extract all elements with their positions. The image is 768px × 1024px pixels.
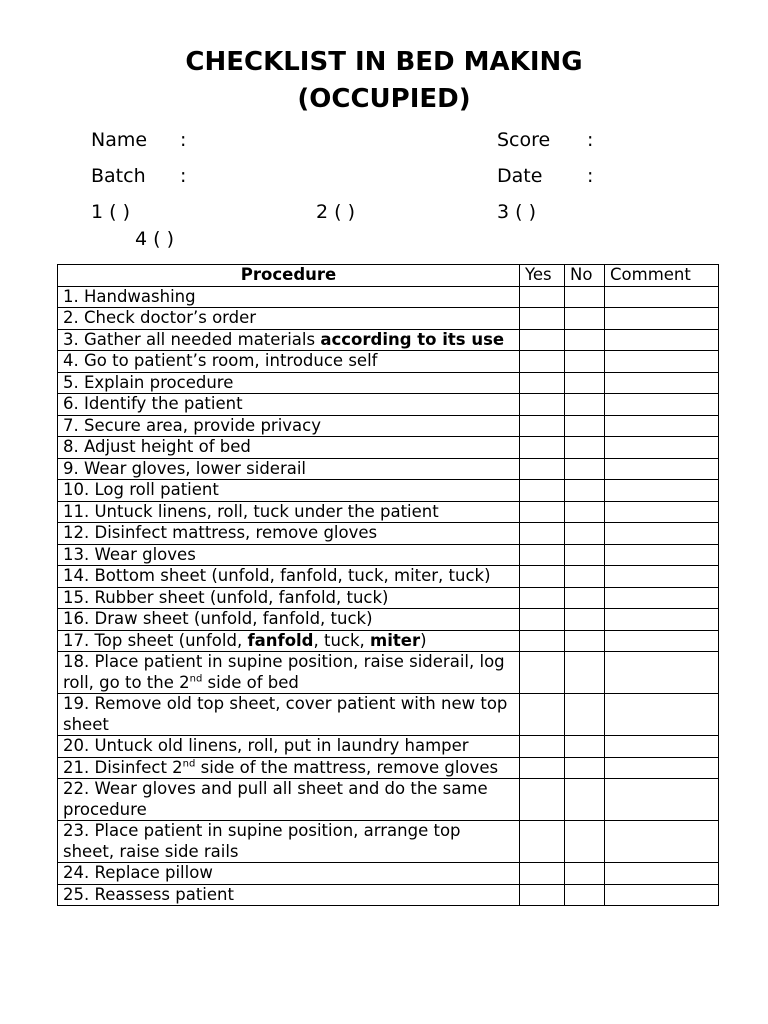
yes-cell[interactable] (520, 329, 565, 351)
no-cell[interactable] (565, 779, 605, 821)
procedure-step: 23. Place patient in supine position, arrange top sheet, raise side rails (58, 821, 520, 863)
comment-cell[interactable] (605, 566, 719, 588)
yes-cell[interactable] (520, 821, 565, 863)
yes-cell[interactable] (520, 566, 565, 588)
yes-cell[interactable] (520, 544, 565, 566)
comment-cell[interactable] (605, 415, 719, 437)
procedure-step: 18. Place patient in supine position, raise siderail, log roll, go to the 2nd side of bed (58, 652, 520, 694)
table-row (58, 394, 719, 416)
procedure-step: 13. Wear gloves (58, 544, 520, 566)
procedure-step: 8. Adjust height of bed (58, 437, 520, 459)
comment-cell[interactable] (605, 609, 719, 631)
comment-cell[interactable] (605, 394, 719, 416)
table-row (58, 736, 719, 758)
comment-cell[interactable] (605, 286, 719, 308)
no-cell[interactable] (565, 736, 605, 758)
table-row (58, 884, 719, 906)
no-cell[interactable] (565, 821, 605, 863)
page-subtitle: (OCCUPIED) (297, 84, 471, 114)
table-row (58, 609, 719, 631)
page-title: CHECKLIST IN BED MAKING (185, 47, 583, 77)
no-cell[interactable] (565, 757, 605, 779)
option-2: 2 ( ) (316, 201, 355, 223)
option-4: 4 ( ) (135, 228, 174, 250)
procedure-step: 7. Secure area, provide privacy (58, 415, 520, 437)
table-row (58, 757, 719, 779)
procedure-step: 16. Draw sheet (unfold, fanfold, tuck) (58, 609, 520, 631)
yes-cell[interactable] (520, 480, 565, 502)
procedure-step: 24. Replace pillow (58, 863, 520, 885)
score-label: Score (497, 129, 551, 151)
yes-cell[interactable] (520, 458, 565, 480)
no-cell[interactable] (565, 351, 605, 373)
checklist-table (57, 264, 719, 906)
table-row (58, 863, 719, 885)
comment-header: Comment (605, 265, 719, 287)
procedure-step: 4. Go to patient’s room, introduce self (58, 351, 520, 373)
table-row (58, 587, 719, 609)
table-body (58, 286, 719, 906)
no-cell[interactable] (565, 480, 605, 502)
table-row (58, 286, 719, 308)
comment-cell[interactable] (605, 757, 719, 779)
yes-cell[interactable] (520, 415, 565, 437)
comment-cell[interactable] (605, 736, 719, 758)
comment-cell[interactable] (605, 372, 719, 394)
no-cell[interactable] (565, 394, 605, 416)
table-row (58, 308, 719, 330)
name-colon: : (180, 129, 187, 151)
table-row (58, 351, 719, 373)
table-row (58, 415, 719, 437)
no-cell[interactable] (565, 863, 605, 885)
no-cell[interactable] (565, 587, 605, 609)
yes-cell[interactable] (520, 394, 565, 416)
no-cell[interactable] (565, 544, 605, 566)
comment-cell[interactable] (605, 544, 719, 566)
score-colon: : (587, 129, 594, 151)
procedure-step: 6. Identify the patient (58, 394, 520, 416)
table-row (58, 652, 719, 694)
table-row (58, 630, 719, 652)
table-row (58, 523, 719, 545)
no-cell[interactable] (565, 694, 605, 736)
table-row (58, 544, 719, 566)
comment-cell[interactable] (605, 821, 719, 863)
procedure-step: 9. Wear gloves, lower siderail (58, 458, 520, 480)
yes-cell[interactable] (520, 884, 565, 906)
yes-cell[interactable] (520, 587, 565, 609)
no-cell[interactable] (565, 652, 605, 694)
no-cell[interactable] (565, 415, 605, 437)
no-cell[interactable] (565, 372, 605, 394)
yes-cell[interactable] (520, 308, 565, 330)
yes-cell[interactable] (520, 736, 565, 758)
procedure-step: 12. Disinfect mattress, remove gloves (58, 523, 520, 545)
procedure-step: 10. Log roll patient (58, 480, 520, 502)
comment-cell[interactable] (605, 884, 719, 906)
no-cell[interactable] (565, 884, 605, 906)
yes-cell[interactable] (520, 351, 565, 373)
comment-cell[interactable] (605, 694, 719, 736)
comment-cell[interactable] (605, 437, 719, 459)
yes-cell[interactable] (520, 630, 565, 652)
comment-cell[interactable] (605, 308, 719, 330)
batch-colon: : (180, 165, 187, 187)
procedure-step: 25. Reassess patient (58, 884, 520, 906)
procedure-step: 14. Bottom sheet (unfold, fanfold, tuck, miter, tuck) (58, 566, 520, 588)
comment-cell[interactable] (605, 523, 719, 545)
comment-cell[interactable] (605, 329, 719, 351)
no-cell[interactable] (565, 501, 605, 523)
table-row (58, 480, 719, 502)
comment-cell[interactable] (605, 779, 719, 821)
no-cell[interactable] (565, 286, 605, 308)
table-header-row (58, 265, 719, 287)
date-colon: : (587, 165, 594, 187)
yes-header: Yes (520, 265, 565, 287)
procedure-step: 11. Untuck linens, roll, tuck under the patient (58, 501, 520, 523)
comment-cell[interactable] (605, 587, 719, 609)
yes-cell[interactable] (520, 437, 565, 459)
procedure-header: Procedure (58, 265, 520, 287)
yes-cell[interactable] (520, 286, 565, 308)
name-label: Name (91, 129, 148, 151)
procedure-step: 17. Top sheet (unfold, fanfold, tuck, miter) (58, 630, 520, 652)
procedure-step: 5. Explain procedure (58, 372, 520, 394)
table-row (58, 501, 719, 523)
yes-cell[interactable] (520, 609, 565, 631)
comment-cell[interactable] (605, 501, 719, 523)
yes-cell[interactable] (520, 523, 565, 545)
comment-cell[interactable] (605, 652, 719, 694)
procedure-step: 22. Wear gloves and pull all sheet and do the same procedure (58, 779, 520, 821)
option-3: 3 ( ) (497, 201, 536, 223)
yes-cell[interactable] (520, 372, 565, 394)
no-cell[interactable] (565, 566, 605, 588)
no-cell[interactable] (565, 308, 605, 330)
procedure-step: 2. Check doctor’s order (58, 308, 520, 330)
comment-cell[interactable] (605, 480, 719, 502)
table-row (58, 329, 719, 351)
no-cell[interactable] (565, 630, 605, 652)
no-cell[interactable] (565, 437, 605, 459)
procedure-step: 3. Gather all needed materials according to its use (58, 329, 520, 351)
no-cell[interactable] (565, 609, 605, 631)
comment-cell[interactable] (605, 351, 719, 373)
date-label: Date (497, 165, 543, 187)
table-row (58, 821, 719, 863)
no-cell[interactable] (565, 523, 605, 545)
procedure-step: 20. Untuck old linens, roll, put in laundry hamper (58, 736, 520, 758)
yes-cell[interactable] (520, 757, 565, 779)
table-row (58, 437, 719, 459)
procedure-step: 15. Rubber sheet (unfold, fanfold, tuck) (58, 587, 520, 609)
procedure-step: 19. Remove old top sheet, cover patient with new top sheet (58, 694, 520, 736)
comment-cell[interactable] (605, 458, 719, 480)
yes-cell[interactable] (520, 652, 565, 694)
comment-cell[interactable] (605, 863, 719, 885)
table-row (58, 566, 719, 588)
procedure-step: 21. Disinfect 2nd side of the mattress, remove gloves (58, 757, 520, 779)
yes-cell[interactable] (520, 779, 565, 821)
no-cell[interactable] (565, 458, 605, 480)
yes-cell[interactable] (520, 501, 565, 523)
no-cell[interactable] (565, 329, 605, 351)
procedure-step: 1. Handwashing (58, 286, 520, 308)
option-1: 1 ( ) (91, 201, 130, 223)
table-row (58, 694, 719, 736)
no-header: No (565, 265, 605, 287)
batch-label: Batch (91, 165, 146, 187)
yes-cell[interactable] (520, 694, 565, 736)
table-row (58, 458, 719, 480)
table-row (58, 779, 719, 821)
table-row (58, 372, 719, 394)
yes-cell[interactable] (520, 863, 565, 885)
comment-cell[interactable] (605, 630, 719, 652)
